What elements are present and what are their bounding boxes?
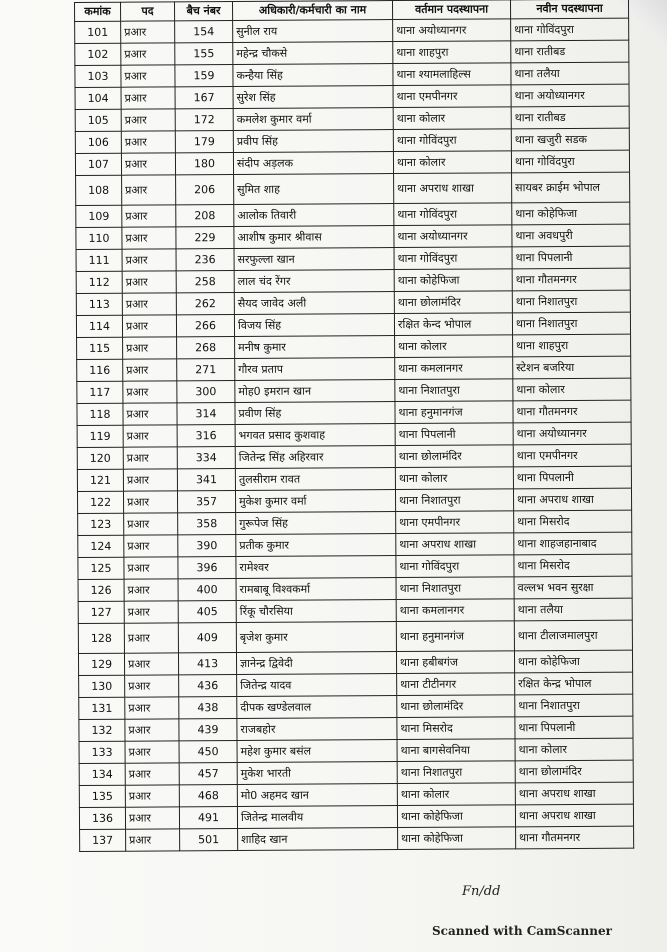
cell-badge: 271: [177, 359, 235, 381]
cell-post: प्रआर: [122, 315, 176, 337]
signature-mark: Fn∕dd: [462, 884, 501, 899]
cell-badge: 396: [178, 557, 236, 579]
cell-post: प्रआर: [125, 741, 179, 763]
cell-new-posting: थाना कोलार: [515, 738, 633, 761]
cell-badge: 358: [178, 513, 236, 535]
cell-name: मनीष कुमार: [235, 336, 395, 359]
cell-new-posting: थाना खजुरी सडक: [511, 128, 629, 151]
header-new-posting: नवीन पदस्थापना: [510, 0, 628, 19]
cell-name: प्रवीण सिंह: [235, 402, 395, 425]
cell-current-posting: थाना छोलामंदिर: [397, 695, 515, 718]
cell-serial: 114: [76, 315, 122, 337]
cell-post: प्रआर: [122, 205, 176, 227]
cell-new-posting: सायबर क्राईम भोपाल: [512, 172, 630, 203]
cell-current-posting: थाना पिपलानी: [395, 423, 513, 446]
cell-name: विजय सिंह: [234, 314, 394, 337]
cell-name: मो0 अहमद खान: [237, 784, 397, 807]
cell-name: राजबहोर: [237, 718, 397, 741]
cell-new-posting: थाना कोहेफिजा: [514, 650, 632, 673]
cell-badge: 208: [176, 205, 234, 227]
cell-current-posting: थाना कोहेफिजा: [398, 827, 516, 850]
cell-new-posting: थाना पिपलानी: [512, 246, 630, 269]
cell-new-posting: थाना तलैया: [514, 598, 632, 621]
cell-current-posting: थाना निशातपुरा: [395, 489, 513, 512]
cell-name: आलोक तिवारी: [234, 204, 394, 227]
cell-new-posting: थाना अपराध शाखा: [513, 488, 631, 511]
cell-name: रामबाबू विश्वकर्मा: [236, 578, 396, 601]
cell-serial: 131: [79, 697, 125, 719]
cell-serial: 134: [79, 763, 125, 785]
cell-name: तुलसीराम रावत: [235, 468, 395, 491]
cell-current-posting: थाना छोलामंदिर: [395, 445, 513, 468]
cell-post: प्रआर: [125, 807, 179, 829]
cell-new-posting: वल्लभ भवन सुरक्षा: [514, 576, 632, 599]
cell-name: मुकेश कुमार वर्मा: [235, 490, 395, 513]
cell-current-posting: थाना कोलार: [397, 783, 515, 806]
scanner-watermark: Scanned with CamScanner: [432, 924, 612, 938]
cell-serial: 119: [77, 425, 123, 447]
cell-new-posting: थाना शाहजहानाबाद: [514, 532, 632, 555]
cell-badge: 262: [176, 293, 234, 315]
cell-badge: 236: [176, 249, 234, 271]
cell-post: प्रआर: [124, 601, 178, 623]
cell-post: प्रआर: [124, 535, 178, 557]
cell-name: शाहिद खान: [238, 828, 398, 851]
cell-badge: 334: [177, 447, 235, 469]
cell-serial: 115: [77, 337, 123, 359]
cell-badge: 266: [176, 315, 234, 337]
cell-post: प्रआर: [121, 43, 175, 65]
cell-current-posting: थाना कमलानगर: [395, 357, 513, 380]
cell-post: प्रआर: [122, 175, 176, 205]
cell-name: भगवत प्रसाद कुशवाह: [235, 424, 395, 447]
cell-current-posting: थाना एमपीनगर: [393, 85, 511, 108]
cell-current-posting: थाना अपराध शाखा: [396, 533, 514, 556]
cell-serial: 101: [75, 21, 121, 43]
cell-new-posting: स्टेशन बजरिया: [513, 356, 631, 379]
cell-badge: 300: [177, 381, 235, 403]
cell-serial: 108: [76, 175, 122, 205]
cell-badge: 491: [179, 807, 237, 829]
cell-badge: 229: [176, 227, 234, 249]
cell-serial: 124: [78, 535, 124, 557]
cell-serial: 135: [79, 785, 125, 807]
cell-new-posting: थाना गोविंदपुरा: [511, 150, 629, 173]
cell-current-posting: थाना छोलामंदिर: [394, 291, 512, 314]
cell-post: प्रआर: [121, 65, 175, 87]
cell-current-posting: थाना गोविंदपुरा: [394, 247, 512, 270]
cell-current-posting: थाना कोलार: [393, 151, 511, 174]
cell-serial: 117: [77, 381, 123, 403]
cell-current-posting: थाना हबीबगंज: [396, 651, 514, 674]
cell-post: प्रआर: [123, 425, 177, 447]
cell-serial: 132: [79, 719, 125, 741]
cell-new-posting: थाना गौतमनगर: [512, 268, 630, 291]
cell-name: रामेश्वर: [236, 556, 396, 579]
cell-post: प्रआर: [124, 513, 178, 535]
cell-new-posting: थाना तलैया: [511, 62, 629, 85]
cell-badge: 154: [175, 21, 233, 43]
cell-serial: 129: [78, 653, 124, 675]
cell-post: प्रआर: [123, 469, 177, 491]
cell-name: प्रवीप सिंह: [233, 130, 393, 153]
cell-name: संदीप अड़लक: [233, 152, 393, 175]
cell-serial: 120: [77, 447, 123, 469]
cell-post: प्रआर: [121, 109, 175, 131]
header-post: पद: [121, 2, 175, 21]
cell-current-posting: थाना टीटीनगर: [397, 673, 515, 696]
cell-current-posting: थाना अयोध्यानगर: [393, 19, 511, 42]
cell-new-posting: थाना रातीबड: [511, 40, 629, 63]
cell-new-posting: थाना निशातपुरा: [515, 694, 633, 717]
cell-serial: 116: [77, 359, 123, 381]
cell-post: प्रआर: [121, 153, 175, 175]
cell-badge: 457: [179, 763, 237, 785]
cell-serial: 105: [75, 109, 121, 131]
cell-serial: 133: [79, 741, 125, 763]
cell-name: रिंकू चौरसिया: [236, 600, 396, 623]
cell-serial: 102: [75, 43, 121, 65]
cell-current-posting: थाना निशातपुरा: [396, 577, 514, 600]
cell-badge: 341: [177, 469, 235, 491]
cell-current-posting: रक्षित केन्द भोपाल: [394, 313, 512, 336]
cell-serial: 112: [76, 271, 122, 293]
cell-badge: 400: [178, 579, 236, 601]
cell-post: प्रआर: [123, 403, 177, 425]
cell-serial: 111: [76, 249, 122, 271]
cell-name: सैयद जावेद अली: [234, 292, 394, 315]
cell-new-posting: थाना अपराध शाखा: [515, 782, 633, 805]
cell-serial: 125: [78, 557, 124, 579]
cell-current-posting: थाना शाहपुरा: [393, 41, 511, 64]
cell-new-posting: थाना कोलार: [513, 378, 631, 401]
transfer-table: [74, 0, 634, 852]
cell-name: जितेन्द्र मालवीय: [237, 806, 397, 829]
cell-serial: 118: [77, 403, 123, 425]
table-row: [78, 620, 632, 653]
cell-serial: 107: [75, 153, 121, 175]
cell-post: प्रआर: [122, 271, 176, 293]
header-serial: कमांक: [75, 2, 121, 21]
cell-new-posting: थाना छोलामंदिर: [515, 760, 633, 783]
table-row: [76, 172, 630, 205]
cell-new-posting: थाना अपराध शाखा: [515, 804, 633, 827]
cell-post: प्रआर: [122, 249, 176, 271]
cell-serial: 104: [75, 87, 121, 109]
cell-badge: 314: [177, 403, 235, 425]
cell-serial: 106: [75, 131, 121, 153]
cell-current-posting: थाना हनुमानगंज: [395, 401, 513, 424]
cell-current-posting: थाना कमलानगर: [396, 599, 514, 622]
cell-current-posting: थाना अयोध्यानगर: [394, 225, 512, 248]
cell-post: प्रआर: [123, 359, 177, 381]
cell-badge: 258: [176, 271, 234, 293]
cell-current-posting: थाना निशातपुरा: [395, 379, 513, 402]
cell-name: महेन्द्र चौकसे: [233, 42, 393, 65]
cell-badge: 167: [175, 87, 233, 109]
cell-name: सरफुल्ला खान: [234, 248, 394, 271]
cell-current-posting: थाना गोविंदपुरा: [396, 555, 514, 578]
cell-serial: 130: [79, 675, 125, 697]
cell-badge: 180: [175, 153, 233, 175]
cell-current-posting: थाना अपराध शाखा: [394, 173, 512, 204]
cell-new-posting: थाना अवधपुरी: [512, 224, 630, 247]
cell-post: प्रआर: [121, 87, 175, 109]
cell-serial: 136: [79, 807, 125, 829]
cell-post: प्रआर: [124, 623, 178, 653]
cell-serial: 113: [76, 293, 122, 315]
cell-post: प्रआर: [126, 829, 180, 851]
cell-current-posting: थाना निशातपुरा: [397, 761, 515, 784]
cell-post: प्रआर: [125, 697, 179, 719]
cell-new-posting: थाना गौतमनगर: [516, 826, 634, 849]
cell-post: प्रआर: [123, 381, 177, 403]
cell-current-posting: थाना मिसरोद: [397, 717, 515, 740]
table-row: [80, 826, 634, 851]
cell-badge: 155: [175, 43, 233, 65]
cell-new-posting: थाना शाहपुरा: [513, 334, 631, 357]
cell-serial: 126: [78, 579, 124, 601]
cell-serial: 127: [78, 601, 124, 623]
cell-current-posting: थाना कोहेफिजा: [397, 805, 515, 828]
cell-badge: 468: [179, 785, 237, 807]
cell-name: सुनील राय: [233, 20, 393, 43]
cell-badge: 439: [179, 719, 237, 741]
cell-current-posting: थाना कोलार: [395, 467, 513, 490]
cell-new-posting: थाना एमपीनगर: [513, 444, 631, 467]
cell-name: दीपक खण्डेलवाल: [237, 696, 397, 719]
cell-name: आशीष कुमार श्रीवास: [234, 226, 394, 249]
cell-badge: 390: [178, 535, 236, 557]
cell-post: प्रआर: [123, 337, 177, 359]
cell-current-posting: थाना गोविंदपुरा: [394, 203, 512, 226]
cell-name: ज्ञानेन्द्र द्विवेदी: [236, 652, 396, 675]
cell-post: प्रआर: [122, 227, 176, 249]
cell-badge: 405: [178, 601, 236, 623]
cell-new-posting: थाना गोविंदपुरा: [511, 18, 629, 41]
cell-name: बृजेश कुमार: [236, 622, 396, 653]
cell-new-posting: थाना निशातपुरा: [512, 312, 630, 335]
cell-current-posting: थाना गोविंदपुरा: [393, 129, 511, 152]
cell-serial: 110: [76, 227, 122, 249]
cell-serial: 128: [78, 623, 124, 653]
cell-new-posting: थाना गौतमनगर: [513, 400, 631, 423]
cell-serial: 103: [75, 65, 121, 87]
cell-name: कमलेश कुमार वर्मा: [233, 108, 393, 131]
header-badge: बैच नंबर: [175, 2, 233, 21]
cell-badge: 179: [175, 131, 233, 153]
cell-name: महेश कुमार बसंल: [237, 740, 397, 763]
cell-badge: 268: [177, 337, 235, 359]
cell-current-posting: थाना बागसेवनिया: [397, 739, 515, 762]
cell-serial: 123: [78, 513, 124, 535]
cell-post: प्रआर: [121, 131, 175, 153]
cell-new-posting: थाना रातीबड: [511, 106, 629, 129]
cell-badge: 436: [179, 675, 237, 697]
cell-new-posting: थाना पिपलानी: [515, 716, 633, 739]
cell-serial: 121: [77, 469, 123, 491]
cell-post: प्रआर: [122, 293, 176, 315]
cell-current-posting: थाना कोलार: [393, 107, 511, 130]
cell-badge: 172: [175, 109, 233, 131]
cell-name: गौरव प्रताप: [235, 358, 395, 381]
cell-new-posting: थाना अयोध्यानगर: [513, 422, 631, 445]
cell-current-posting: थाना कोहेफिजा: [394, 269, 512, 292]
cell-badge: 316: [177, 425, 235, 447]
cell-new-posting: थाना कोहेफिजा: [512, 202, 630, 225]
cell-current-posting: थाना एमपीनगर: [396, 511, 514, 534]
cell-new-posting: रक्षित केन्द्र भोपाल: [515, 672, 633, 695]
cell-current-posting: थाना हनुमानगंज: [396, 621, 514, 652]
cell-badge: 413: [178, 653, 236, 675]
cell-post: प्रआर: [123, 491, 177, 513]
header-current-posting: वर्तमान पदस्थापना: [392, 0, 510, 20]
cell-badge: 409: [178, 623, 236, 653]
cell-badge: 206: [176, 175, 234, 205]
cell-current-posting: थाना कोलार: [395, 335, 513, 358]
cell-post: प्रआर: [124, 653, 178, 675]
header-name: अधिकारी/कर्मचारी का नाम: [233, 1, 393, 21]
cell-name: लाल चंद रेंगर: [234, 270, 394, 293]
cell-badge: 450: [179, 741, 237, 763]
cell-post: प्रआर: [124, 579, 178, 601]
cell-name: जितेन्द्र यादव: [237, 674, 397, 697]
cell-name: मोह0 इमरान खान: [235, 380, 395, 403]
cell-serial: 109: [76, 205, 122, 227]
cell-name: सुरेश सिंह: [233, 86, 393, 109]
cell-post: प्रआर: [123, 447, 177, 469]
cell-post: प्रआर: [125, 785, 179, 807]
cell-serial: 122: [77, 491, 123, 513]
cell-name: मुकेश भारती: [237, 762, 397, 785]
cell-serial: 137: [80, 829, 126, 851]
cell-badge: 438: [179, 697, 237, 719]
cell-name: गुरूपेज सिंह: [236, 512, 396, 535]
cell-name: जितेन्द्र सिंह अहिरवार: [235, 446, 395, 469]
cell-badge: 501: [180, 829, 238, 851]
cell-post: प्रआर: [121, 21, 175, 43]
cell-post: प्रआर: [124, 557, 178, 579]
cell-new-posting: थाना पिपलानी: [513, 466, 631, 489]
cell-new-posting: थाना टीलाजमालपुरा: [514, 620, 632, 651]
cell-post: प्रआर: [125, 763, 179, 785]
cell-new-posting: थाना मिसरोद: [514, 554, 632, 577]
cell-new-posting: थाना अयोध्यानगर: [511, 84, 629, 107]
cell-new-posting: थाना मिसरोद: [514, 510, 632, 533]
cell-post: प्रआर: [125, 675, 179, 697]
cell-current-posting: थाना श्यामलाहिल्स: [393, 63, 511, 86]
cell-badge: 357: [177, 491, 235, 513]
cell-name: कन्हैया सिंह: [233, 64, 393, 87]
cell-new-posting: थाना निशातपुरा: [512, 290, 630, 313]
cell-badge: 159: [175, 65, 233, 87]
cell-post: प्रआर: [125, 719, 179, 741]
cell-name: सुमित शाह: [234, 174, 394, 205]
cell-name: प्रतीक कुमार: [236, 534, 396, 557]
